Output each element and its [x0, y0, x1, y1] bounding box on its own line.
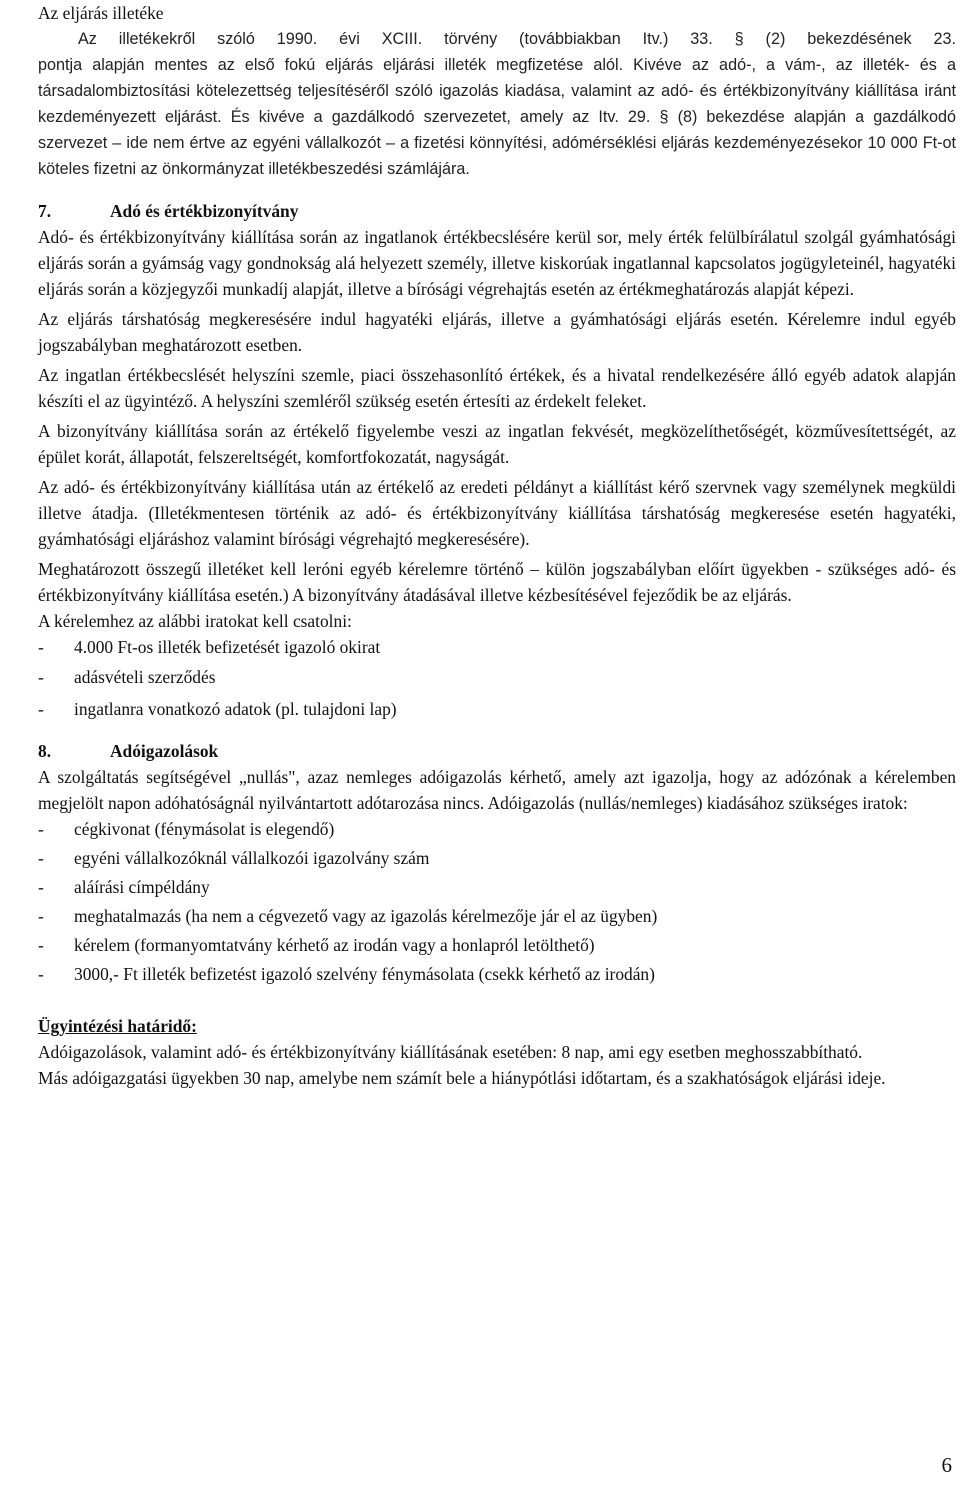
list-bullet: -	[38, 877, 44, 897]
section-7-paragraph-2: Az eljárás társhatóság megkeresésére indul hagyatéki eljárás, illetve a gyámhatósági eljárás esetén. Kérelemre indul egyéb jogszabályban meghatározott esetben.	[38, 309, 956, 355]
deadline-paragraph-2: Más adóigazgatási ügyekben 30 nap, amelybe nem számít bele a hiánypótlási időtartam, és a szakhatóságok eljárási ideje.	[38, 1068, 886, 1088]
section-7-paragraph-3: Az ingatlan értékbecslését helyszíni szemle, piaci összehasonlító értékek, és a hivatal rendelkezésére álló egyéb adatok alapján készíti el az ügyintéző. A helyszíni szemléről szükség esetén értesíti az érdekelt feleket.	[38, 365, 956, 411]
list-item-text: ingatlanra vonatkozó adatok (pl. tulajdoni lap)	[74, 699, 397, 719]
list-item	[38, 696, 956, 722]
list-bullet: -	[38, 935, 44, 955]
list-bullet: -	[38, 964, 44, 984]
section-8-paragraph: A szolgáltatás segítségével „nullás", azaz nemleges adóigazolás kérhető, amely azt igazolja, hogy az adózónak a kérelemben megjelölt napon adóhatóságnál nyilvántartott adótarozása nincs. Adóigazolás (nullás/nemleges) kiadásához szükséges iratok:	[38, 767, 956, 813]
list-bullet: -	[38, 819, 44, 839]
list-item	[38, 961, 956, 987]
list-item-text: aláírási címpéldány	[74, 877, 210, 897]
fee-section-title: Az eljárás illetéke	[38, 3, 164, 23]
section-7-title: Adó és értékbizonyítvány	[110, 201, 299, 221]
section-7-paragraph-4: A bizonyítvány kiállítása során az értékelő figyelembe veszi az ingatlan fekvését, megközelíthetőségét, közművesítettségét, az épület korát, állapotát, felszereltségét, komfortfokozatát, nagyságát.	[38, 421, 956, 467]
section-8	[38, 738, 956, 987]
list-item	[38, 903, 956, 929]
list-item-text: cégkivonat (fénymásolat is elegendő)	[74, 819, 335, 839]
section-7-list	[38, 634, 956, 722]
fee-section-line-1: Az illetékekről szóló 1990. évi XCIII. törvény (továbbiakban Itv.) 33. § (2) bekezdésének 23.	[78, 30, 956, 48]
list-bullet: -	[38, 699, 44, 719]
list-item-text: 4.000 Ft-os illeték befizetését igazoló okirat	[74, 637, 381, 657]
list-item	[38, 874, 956, 900]
section-7-number: 7.	[38, 201, 52, 221]
section-7-paragraph-5: Az adó- és értékbizonyítvány kiállítása után az értékelő az eredeti példányt a kiállítást kérő szervnek vagy személynek megküldi illetve átadja. (Illetékmentesen történik az adó- és értékbizonyítvány kiállítása társhatóság megkeresése esetén hagyatéki, gyámhatósági eljáráshoz valamint bírósági végrehajtó megkeresésére).	[38, 477, 956, 549]
section-8-list	[38, 816, 956, 987]
deadline-title: Ügyintézési határidő:	[38, 1016, 197, 1036]
deadline-paragraph-1: Adóigazolások, valamint adó- és értékbizonyítvány kiállításának esetében: 8 nap, ami egy esetben meghosszabbítható.	[38, 1042, 863, 1062]
section-7-paragraph-1: Adó- és értékbizonyítvány kiállítása során az ingatlanok értékbecslésére kerül sor, mely érték felülbírálatul szolgál gyámhatósági eljárás során a gyámság vagy gondnokság alá helyezett személy, illetve kiskorúak ingatlannal kapcsolatos jogügyleteinél, hagyatéki eljárás során a közjegyzői munkadíj alapját, illetve a bírósági végrehajtás esetén az értékmeghatározás alapját képezi.	[38, 227, 956, 299]
list-item-text: meghatalmazás (ha nem a cégvezető vagy az igazolás kérelmezője jár el az ügyben)	[74, 906, 658, 926]
fee-section-paragraph: pontja alapján mentes az első fokú eljárás eljárási illeték megfizetése alól. Kivéve az adó-, a vám-, az illeték- és a társadalombiztosítási kötelezettség teljesítéséről szóló igazolás kiadása, valamint az adó- és értékbizonyítvány kiállítása iránt kezdeményezett eljárást. És kivéve a gazdálkodó szervezetet, amely az Itv. 29. § (8) bekezdése alapján a gazdálkodó szervezet – ide nem értve az egyéni vállalkozót – a fizetési könnyítési, adómérséklési eljárás kezdeményezésekor 10 000 Ft-ot köteles fizetni az önkormányzat illetékbeszedési számlájára.	[38, 56, 956, 178]
document-page	[38, 0, 956, 1091]
section-7	[38, 198, 956, 722]
list-item	[38, 664, 956, 690]
fee-section	[38, 0, 956, 182]
section-8-number: 8.	[38, 741, 52, 761]
list-item	[38, 932, 956, 958]
section-7-paragraph-7: A kérelemhez az alábbi iratokat kell csatolni:	[38, 611, 352, 631]
section-7-heading	[38, 198, 956, 224]
list-item-text: kérelem (formanyomtatvány kérhető az irodán vagy a honlapról letölthető)	[74, 935, 595, 955]
list-bullet: -	[38, 906, 44, 926]
section-7-paragraph-6: Meghatározott összegű illetéket kell leróni egyéb kérelemre történő – külön jogszabályban előírt ügyekben - szükséges adó- és értékbizonyítvány kiállítása esetén.) A bizonyítvány átadásával illetve kézbesítésével fejeződik be az eljárás.	[38, 559, 956, 605]
section-8-title: Adóigazolások	[110, 741, 219, 761]
list-item-text: 3000,- Ft illeték befizetést igazoló szelvény fénymásolata (csekk kérhető az irodán)	[74, 964, 655, 984]
page-number: 6	[941, 1453, 952, 1477]
list-item-text: adásvételi szerződés	[74, 667, 216, 687]
list-item	[38, 634, 956, 660]
list-item-text: egyéni vállalkozóknál vállalkozói igazolvány szám	[74, 848, 430, 868]
list-bullet: -	[38, 848, 44, 868]
list-item	[38, 816, 956, 842]
section-8-heading	[38, 738, 956, 764]
list-bullet: -	[38, 637, 44, 657]
list-bullet: -	[38, 667, 44, 687]
deadline-section	[38, 1013, 956, 1091]
list-item	[38, 845, 956, 871]
